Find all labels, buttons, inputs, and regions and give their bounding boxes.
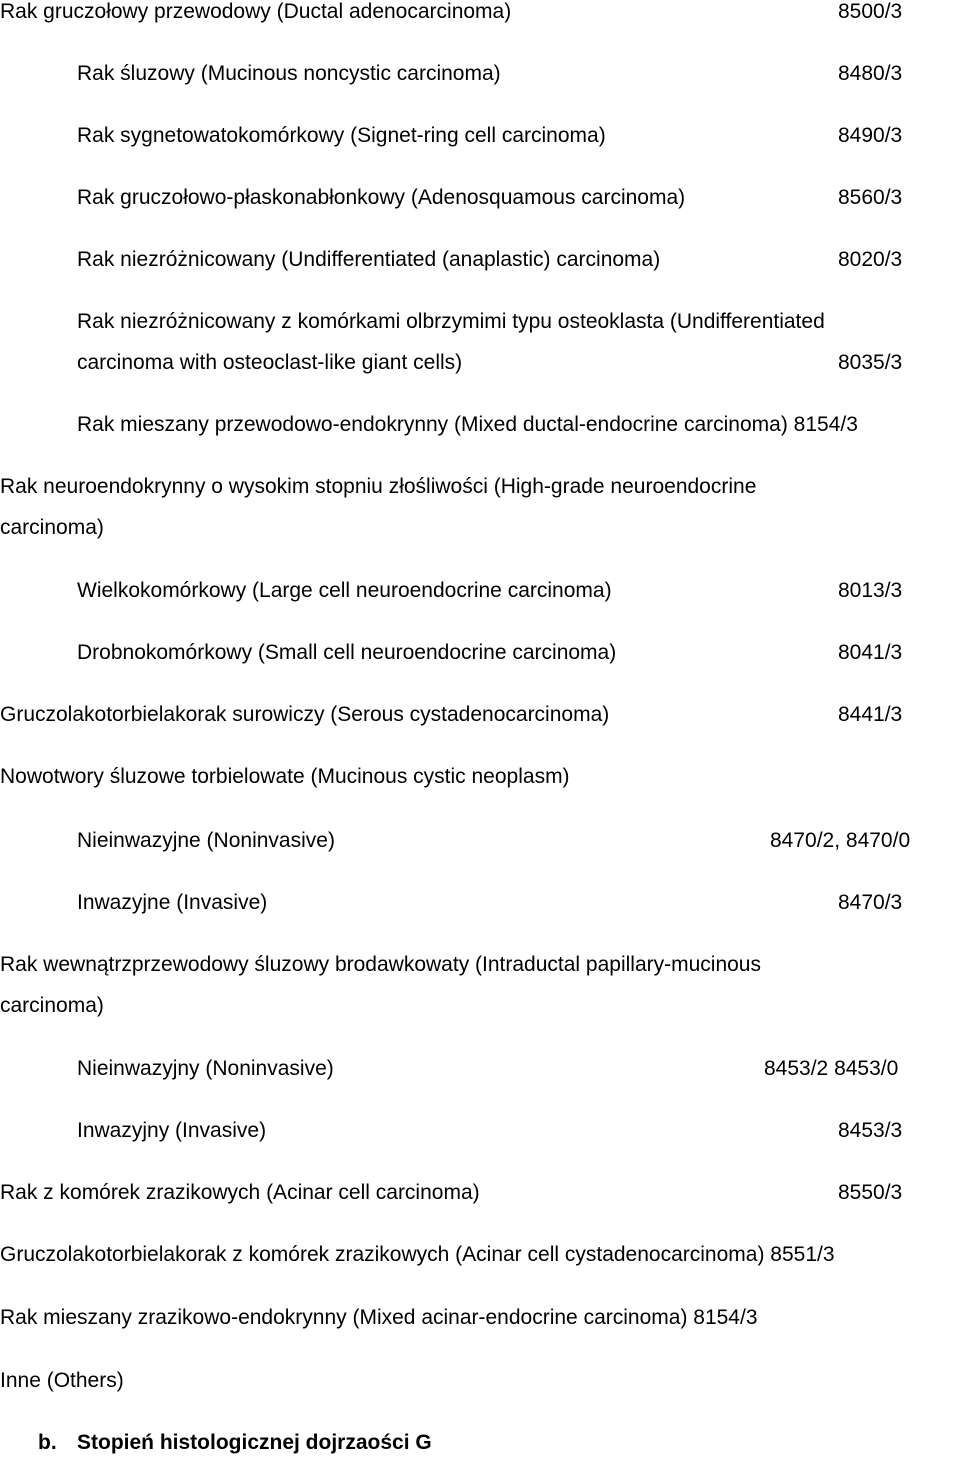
entry-label: Rak sygnetowatokomórkowy (Signet-ring cell carcinoma) bbox=[77, 124, 606, 147]
entry-label-continued: carcinoma with osteoclast-like giant cells) bbox=[77, 351, 463, 374]
entry-label: Rak mieszany przewodowo-endokrynny (Mixed ductal-endocrine carcinoma) 8154/3 bbox=[77, 413, 858, 436]
entry-label: Nowotwory śluzowe torbielowate (Mucinous cystic neoplasm) bbox=[0, 765, 570, 788]
entry-code: 8035/3 bbox=[838, 351, 903, 374]
entry-code: 8560/3 bbox=[838, 186, 903, 209]
entry-label: Inwazyjne (Invasive) bbox=[77, 891, 268, 914]
entry-label: Inne (Others) bbox=[0, 1369, 124, 1392]
entry-code: 8470/3 bbox=[838, 891, 903, 914]
entry-code: 8453/2 8453/0 bbox=[764, 1057, 899, 1080]
entry-label-continued: carcinoma) bbox=[0, 516, 104, 539]
entry-code: 8453/3 bbox=[838, 1119, 903, 1142]
section-marker: b. bbox=[38, 1431, 57, 1454]
entry-label-continued: carcinoma) bbox=[0, 994, 104, 1017]
entry-code: 8500/3 bbox=[838, 0, 903, 23]
entry-label: Wielkokomórkowy (Large cell neuroendocrine carcinoma) bbox=[77, 579, 612, 602]
entry-label: Rak mieszany zrazikowo-endokrynny (Mixed acinar-endocrine carcinoma) 8154/3 bbox=[0, 1306, 758, 1329]
entry-code: 8490/3 bbox=[838, 124, 903, 147]
entry-label: Drobnokomórkowy (Small cell neuroendocrine carcinoma) bbox=[77, 641, 617, 664]
entry-label: Rak z komórek zrazikowych (Acinar cell carcinoma) bbox=[0, 1181, 480, 1204]
entry-label: Gruczolakotorbielakorak z komórek zrazikowych (Acinar cell cystadenocarcinoma) 8551/3 bbox=[0, 1243, 835, 1266]
section-title: Stopień histologicznej dojrzaości G bbox=[77, 1431, 432, 1454]
entry-code: 8020/3 bbox=[838, 248, 903, 271]
entry-label: Nieinwazyjny (Noninvasive) bbox=[77, 1057, 334, 1080]
entry-label: Rak gruczołowo-płaskonabłonkowy (Adenosquamous carcinoma) bbox=[77, 186, 686, 209]
entry-label: Rak niezróżnicowany (Undifferentiated (anaplastic) carcinoma) bbox=[77, 248, 661, 271]
entry-code: 8441/3 bbox=[838, 703, 903, 726]
entry-label: Rak neuroendokrynny o wysokim stopniu złośliwości (High-grade neuroendocrine bbox=[0, 475, 757, 498]
entry-label: Inwazyjny (Invasive) bbox=[77, 1119, 267, 1142]
entry-code: 8470/2, 8470/0 bbox=[770, 829, 911, 852]
entry-code: 8480/3 bbox=[838, 62, 903, 85]
entry-label: Rak niezróżnicowany z komórkami olbrzymimi typu osteoklasta (Undifferentiated bbox=[77, 310, 825, 333]
entry-label: Rak gruczołowy przewodowy (Ductal adenocarcinoma) bbox=[0, 0, 512, 23]
entry-code: 8013/3 bbox=[838, 579, 903, 602]
entry-code: 8041/3 bbox=[838, 641, 903, 664]
entry-label: Gruczolakotorbielakorak surowiczy (Serous cystadenocarcinoma) bbox=[0, 703, 610, 726]
entry-label: Rak śluzowy (Mucinous noncystic carcinoma) bbox=[77, 62, 501, 85]
entry-code: 8550/3 bbox=[838, 1181, 903, 1204]
entry-label: Rak wewnątrzprzewodowy śluzowy brodawkowaty (Intraductal papillary-mucinous bbox=[0, 953, 761, 976]
entry-label: Nieinwazyjne (Noninvasive) bbox=[77, 829, 335, 852]
